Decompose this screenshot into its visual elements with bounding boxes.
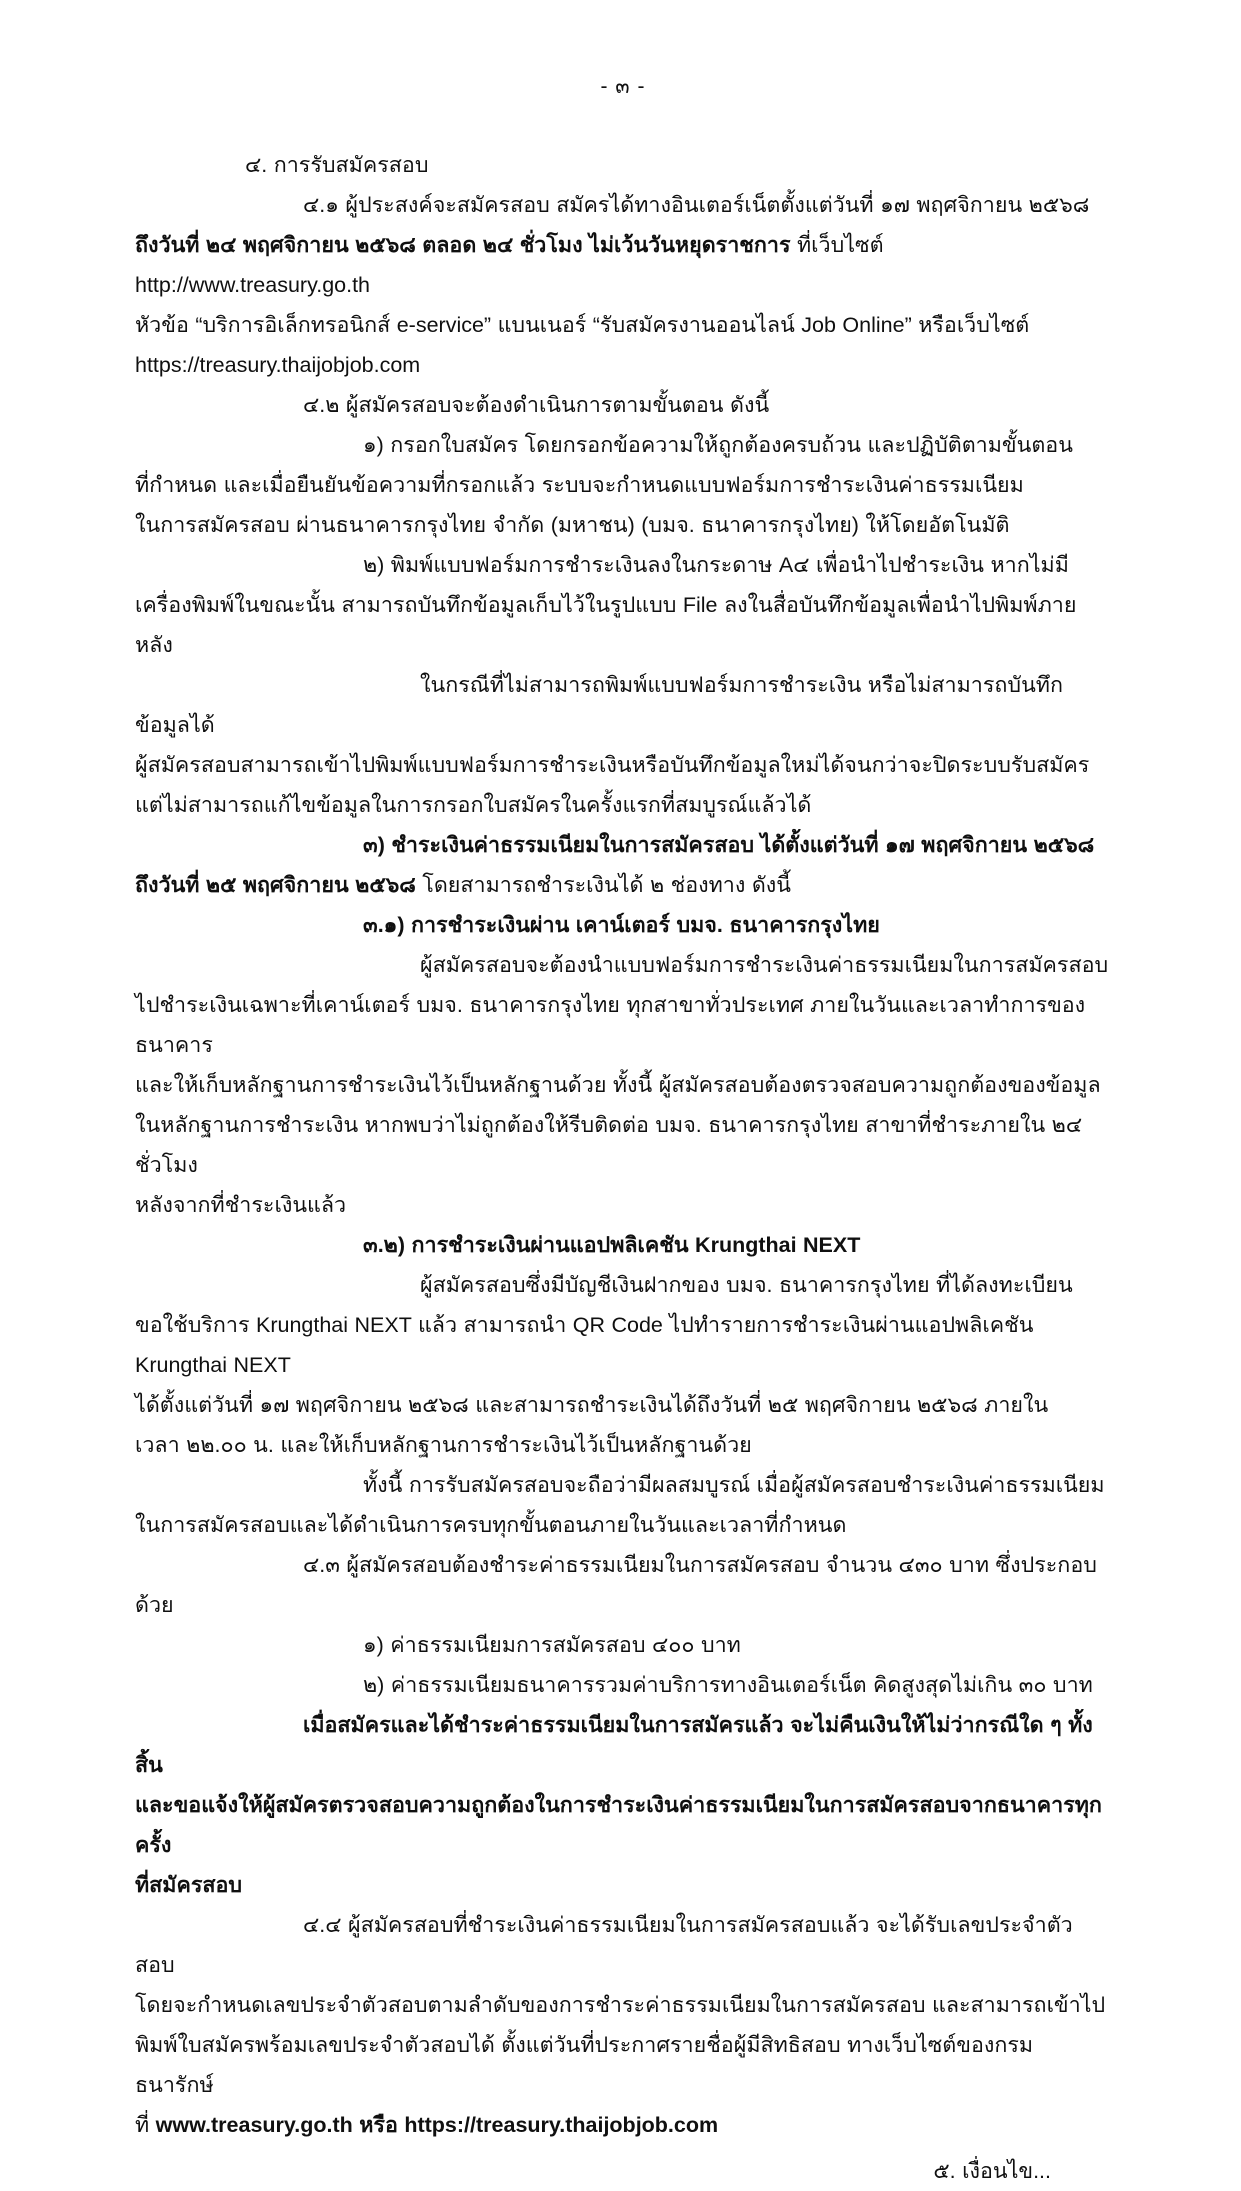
page-number: - ๓ - (600, 75, 646, 98)
subsection-3-1-heading: ๓.๑) การชำระเงินผ่าน เคาน์เตอร์ บมจ. ธนาคารกรุงไทย (363, 913, 880, 937)
subsection-3-2-heading: ๓.๒) การชำระเงินผ่านแอปพลิเคชัน Krungthai NEXT (363, 1233, 861, 1257)
paragraph-4-3: ๔.๓ ผู้สมัครสอบต้องชำระค่าธรรมเนียมในการสมัครสอบ จำนวน ๔๓๐ บาท ซึ่งประกอบด้วย (135, 1553, 1097, 1617)
fee-note-line-1: เมื่อสมัครและได้ชำระค่าธรรมเนียมในการสมัครแล้ว จะไม่คืนเงินให้ไม่ว่ากรณีใด ๆ ทั้งสิ้น (135, 1713, 1093, 1777)
paragraph-4-4-line-4 (135, 2105, 1111, 2145)
document-body (135, 145, 1111, 2191)
paragraph-4-2: ๔.๒ ผู้สมัครสอบจะต้องดำเนินการตามขั้นตอน ดังนี้ (303, 393, 770, 417)
paragraph-4-1-line-4: https://treasury.thaijobjob.com (135, 353, 421, 377)
fee-item-2: ๒) ค่าธรรมเนียมธนาคารรวมค่าบริการทางอินเตอร์เน็ต คิดสูงสุดไม่เกิน ๓๐ บาท (363, 1673, 1093, 1697)
subsection-3-2-line-1: ผู้สมัครสอบซึ่งมีบัญชีเงินฝากของ บมจ. ธนาคารกรุงไทย ที่ได้ลงทะเบียน (420, 1273, 1073, 1297)
paragraph-4-1-line-3: หัวข้อ “บริการอิเล็กทรอนิกส์ e-service” แบนเนอร์ “รับสมัครงานออนไลน์ Job Online” หรือเว็บไซต์ (135, 313, 1030, 337)
step-2-line-5: แต่ไม่สามารถแก้ไขข้อมูลในการกรอกใบสมัครในครั้งแรกที่สมบูรณ์แล้วได้ (135, 793, 812, 817)
subsection-3-2-line-3: ได้ตั้งแต่วันที่ ๑๗ พฤศจิกายน ๒๕๖๘ และสามารถชำระเงินได้ถึงวันที่ ๒๕ พฤศจิกายน ๒๕๖๘ ภายใน (135, 1393, 1049, 1417)
subsection-3-1-line-4: ในหลักฐานการชำระเงิน หากพบว่าไม่ถูกต้องให้รีบติดต่อ บมจ. ธนาคารกรุงไทย สาขาที่ชำระภายใน ๒๔ ชั่วโมง (135, 1113, 1083, 1177)
subsection-3-1-line-2: ไปชำระเงินเฉพาะที่เคาน์เตอร์ บมจ. ธนาคารกรุงไทย ทุกสาขาทั่วประเทศ ภายในวันและเวลาทำการของธนาคาร (135, 993, 1086, 1057)
subsection-3-1-line-3: และให้เก็บหลักฐานการชำระเงินไว้เป็นหลักฐานด้วย ทั้งนี้ ผู้สมัครสอบต้องตรวจสอบความถูกต้องของข้อมูล (135, 1073, 1101, 1097)
step-3-line-2-rest: โดยสามารถชำระเงินได้ ๒ ช่องทาง ดังนี้ (422, 873, 791, 897)
step-3-line-1: ๓) ชำระเงินค่าธรรมเนียมในการสมัครสอบ ได้ตั้งแต่วันที่ ๑๗ พฤศจิกายน ๒๕๖๘ (363, 833, 1095, 857)
website-links: www.treasury.go.th หรือ https://treasury.thaijobjob.com (155, 2113, 719, 2137)
section-4-heading: ๔. การรับสมัครสอบ (245, 153, 429, 177)
paragraph-4-4-line-4-prefix: ที่ (135, 2113, 156, 2137)
step-2-line-4: ผู้สมัครสอบสามารถเข้าไปพิมพ์แบบฟอร์มการชำระเงินหรือบันทึกข้อมูลใหม่ได้จนกว่าจะปิดระบบรับสมัคร (135, 753, 1090, 777)
paragraph-4-1-line-2-bold: ถึงวันที่ ๒๔ พฤศจิกายน ๒๕๖๘ ตลอด ๒๔ ชั่วโมง ไม่เว้นวันหยุดราชการ (135, 233, 797, 257)
step-2-line-3: ในกรณีที่ไม่สามารถพิมพ์แบบฟอร์มการชำระเงิน หรือไม่สามารถบันทึกข้อมูลได้ (135, 673, 1063, 737)
step-3-line-2-bold: ถึงวันที่ ๒๕ พฤศจิกายน ๒๕๖๘ (135, 873, 423, 897)
subsection-3-1-line-1: ผู้สมัครสอบจะต้องนำแบบฟอร์มการชำระเงินค่าธรรมเนียมในการสมัครสอบ (420, 953, 1109, 977)
closing-line: ๕. เงื่อนไข... (933, 2159, 1051, 2183)
step-3-line-2 (135, 865, 1111, 905)
paragraph-4-4-line-2: โดยจะกำหนดเลขประจำตัวสอบตามลำดับของการชำระค่าธรรมเนียมในการสมัครสอบ และสามารถเข้าไป (135, 1993, 1106, 2017)
step-1-line-3: ในการสมัครสอบ ผ่านธนาคารกรุงไทย จำกัด (มหาชน) (บมจ. ธนาคารกรุงไทย) ให้โดยอัตโนมัติ (135, 513, 1010, 537)
step-1-line-1: ๑) กรอกใบสมัคร โดยกรอกข้อความให้ถูกต้องครบถ้วน และปฏิบัติตามขั้นตอน (363, 433, 1073, 457)
fee-item-1: ๑) ค่าธรรมเนียมการสมัครสอบ ๔๐๐ บาท (363, 1633, 741, 1657)
subsection-3-2-line-4: เวลา ๒๒.๐๐ น. และให้เก็บหลักฐานการชำระเงินไว้เป็นหลักฐานด้วย (135, 1433, 752, 1457)
paragraph-4-1-line-2 (135, 225, 1111, 305)
conclusion-line-2: ในการสมัครสอบและได้ดำเนินการครบทุกขั้นตอนภายในวันและเวลาที่กำหนด (135, 1513, 847, 1537)
step-2-line-2: เครื่องพิมพ์ในขณะนั้น สามารถบันทึกข้อมูลเก็บไว้ในรูปแบบ File ลงในสื่อบันทึกข้อมูลเพื่อนำไปพิมพ์ภายหลัง (135, 593, 1077, 657)
subsection-3-1-line-5: หลังจากที่ชำระเงินแล้ว (135, 1193, 347, 1217)
paragraph-4-4-line-3: พิมพ์ใบสมัครพร้อมเลขประจำตัวสอบได้ ตั้งแต่วันที่ประกาศรายชื่อผู้มีสิทธิสอบ ทางเว็บไซต์ของกรมธนารักษ์ (135, 2033, 1034, 2097)
subsection-3-2-line-2: ขอใช้บริการ Krungthai NEXT แล้ว สามารถนำ QR Code ไปทำรายการชำระเงินผ่านแอปพลิเคชัน Krungthai NEXT (135, 1313, 1034, 1377)
paragraph-4-1-line-2-rest: ที่เว็บไซต์ http://www.treasury.go.th (135, 233, 884, 297)
paragraph-4-1-line-1: ๔.๑ ผู้ประสงค์จะสมัครสอบ สมัครได้ทางอินเตอร์เน็ตตั้งแต่วันที่ ๑๗ พฤศจิกายน ๒๕๖๘ (303, 193, 1090, 217)
fee-note-line-3: ที่สมัครสอบ (135, 1873, 243, 1897)
fee-note-line-2: และขอแจ้งให้ผู้สมัครตรวจสอบความถูกต้องในการชำระเงินค่าธรรมเนียมในการสมัครสอบจากธนาคารทุกครั้ง (135, 1793, 1102, 1857)
step-1-line-2: ที่กำหนด และเมื่อยืนยันข้อความที่กรอกแล้ว ระบบจะกำหนดแบบฟอร์มการชำระเงินค่าธรรมเนียม (135, 473, 1024, 497)
paragraph-4-4-line-1: ๔.๔ ผู้สมัครสอบที่ชำระเงินค่าธรรมเนียมในการสมัครสอบแล้ว จะได้รับเลขประจำตัวสอบ (135, 1913, 1073, 1977)
conclusion-line-1: ทั้งนี้ การรับสมัครสอบจะถือว่ามีผลสมบูรณ์ เมื่อผู้สมัครสอบชำระเงินค่าธรรมเนียม (363, 1473, 1105, 1497)
step-2-line-1: ๒) พิมพ์แบบฟอร์มการชำระเงินลงในกระดาษ A๔ เพื่อนำไปชำระเงิน หากไม่มี (363, 553, 1069, 577)
